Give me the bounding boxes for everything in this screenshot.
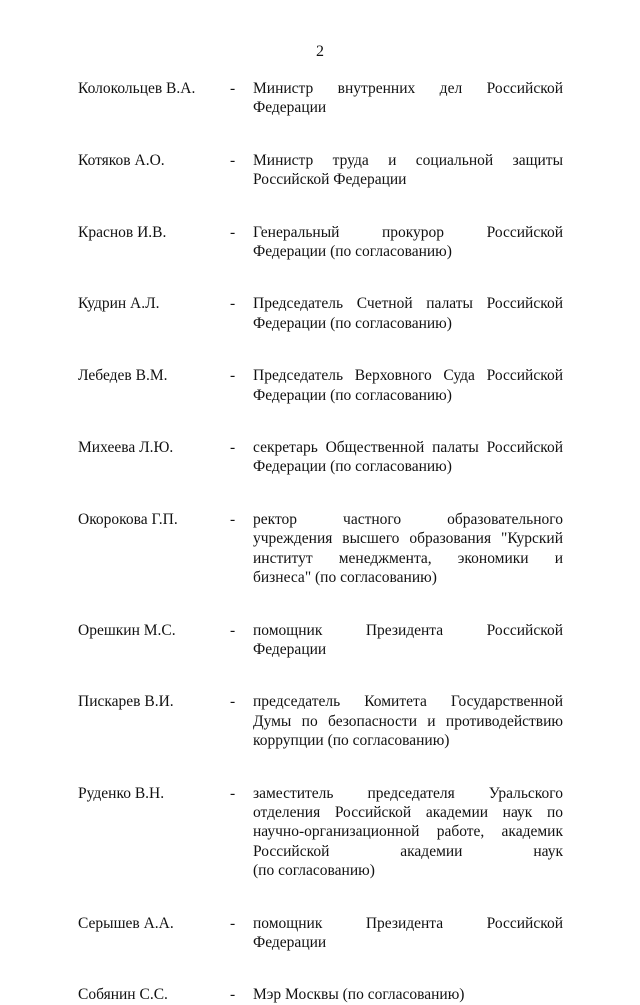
position-line: Российской Федерации — [253, 171, 407, 189]
position-line: Федерации — [253, 640, 327, 658]
separator-dash: - — [230, 510, 236, 528]
separator-dash: - — [230, 80, 236, 97]
member-name: Кудрин А.Л. — [78, 295, 160, 313]
position-line: помощник Президента Российской — [253, 621, 563, 639]
member-name: Михеева Л.Ю. — [78, 439, 174, 457]
position-line: Министр внутренних дел Российской — [253, 80, 563, 97]
position-line: Федерации (по согласованию) — [253, 314, 452, 332]
separator-dash: - — [230, 914, 236, 932]
member-name: Краснов И.В. — [78, 223, 167, 241]
separator-dash: - — [230, 367, 236, 385]
member-name: Орешкин М.С. — [78, 621, 176, 639]
position-line: Думы по безопасности и противодействию — [253, 712, 563, 730]
separator-dash: - — [230, 439, 236, 457]
member-name: Пискарев В.И. — [78, 693, 174, 711]
position-line: секретарь Общественной палаты Российской — [253, 439, 563, 457]
position-line: отделения Российской академии наук по — [253, 803, 563, 821]
member-position — [253, 621, 563, 660]
member-position — [253, 79, 563, 118]
member-position — [253, 692, 563, 750]
position-line: научно-организационной работе, академик — [253, 823, 563, 841]
member-entry — [0, 985, 640, 1004]
position-line: помощник Президента Российской — [253, 914, 563, 932]
page-number: 2 — [316, 43, 324, 60]
position-line: Федерации — [253, 933, 327, 951]
position-line: председатель Комитета Государственной — [253, 693, 563, 711]
position-line: заместитель председателя Уральского — [253, 784, 563, 802]
position-line: Федерации — [253, 99, 327, 117]
member-entry — [0, 692, 640, 750]
member-position — [253, 914, 563, 953]
member-entry — [0, 784, 640, 881]
position-line: Генеральный прокурор Российской — [253, 223, 563, 241]
separator-dash: - — [230, 223, 236, 241]
member-position — [253, 223, 563, 262]
member-entry — [0, 79, 640, 118]
member-position — [253, 294, 563, 333]
position-line: Министр труда и социальной защиты — [253, 151, 563, 169]
position-line: Мэр Москвы (по согласованию) — [253, 986, 465, 1004]
position-line: Председатель Счетной палаты Российской — [253, 295, 563, 313]
position-line: коррупции (по согласованию) — [253, 732, 450, 750]
separator-dash: - — [230, 151, 236, 169]
member-name: Собянин С.С. — [78, 986, 168, 1004]
position-line: бизнеса" (по согласованию) — [253, 569, 437, 587]
member-name: Окорокова Г.П. — [78, 510, 178, 528]
member-entry — [0, 223, 640, 262]
member-name: Серышев А.А. — [78, 914, 174, 932]
member-entry — [0, 151, 640, 190]
position-line: Федерации (по согласованию) — [253, 243, 452, 261]
separator-dash: - — [230, 621, 236, 639]
position-line: (по согласованию) — [253, 862, 375, 880]
position-line: Федерации (по согласованию) — [253, 458, 452, 476]
member-entry — [0, 621, 640, 660]
member-entry — [0, 294, 640, 333]
position-line: институт менеджмента, экономики и — [253, 549, 563, 567]
position-line: ректор частного образовательного — [253, 510, 563, 528]
member-name: Котяков А.О. — [78, 151, 165, 169]
member-name: Лебедев В.М. — [78, 367, 168, 385]
separator-dash: - — [230, 784, 236, 802]
member-position — [253, 366, 563, 405]
member-list — [0, 79, 640, 1005]
position-line: Федерации (по согласованию) — [253, 386, 452, 404]
member-position — [253, 438, 563, 477]
member-position — [253, 784, 563, 881]
separator-dash: - — [230, 295, 236, 313]
position-line: Председатель Верховного Суда Российской — [253, 367, 563, 385]
position-line: Российской академии наук — [253, 842, 563, 860]
member-position — [253, 510, 563, 588]
member-name: Колокольцев В.А. — [78, 80, 196, 97]
separator-dash: - — [230, 986, 236, 1004]
separator-dash: - — [230, 693, 236, 711]
member-entry — [0, 366, 640, 405]
member-name: Руденко В.Н. — [78, 784, 165, 802]
member-entry — [0, 510, 640, 588]
member-position — [253, 151, 563, 190]
member-entry — [0, 438, 640, 477]
member-position — [253, 985, 563, 1004]
member-entry — [0, 914, 640, 953]
position-line: учреждения высшего образования "Курский — [253, 530, 563, 548]
